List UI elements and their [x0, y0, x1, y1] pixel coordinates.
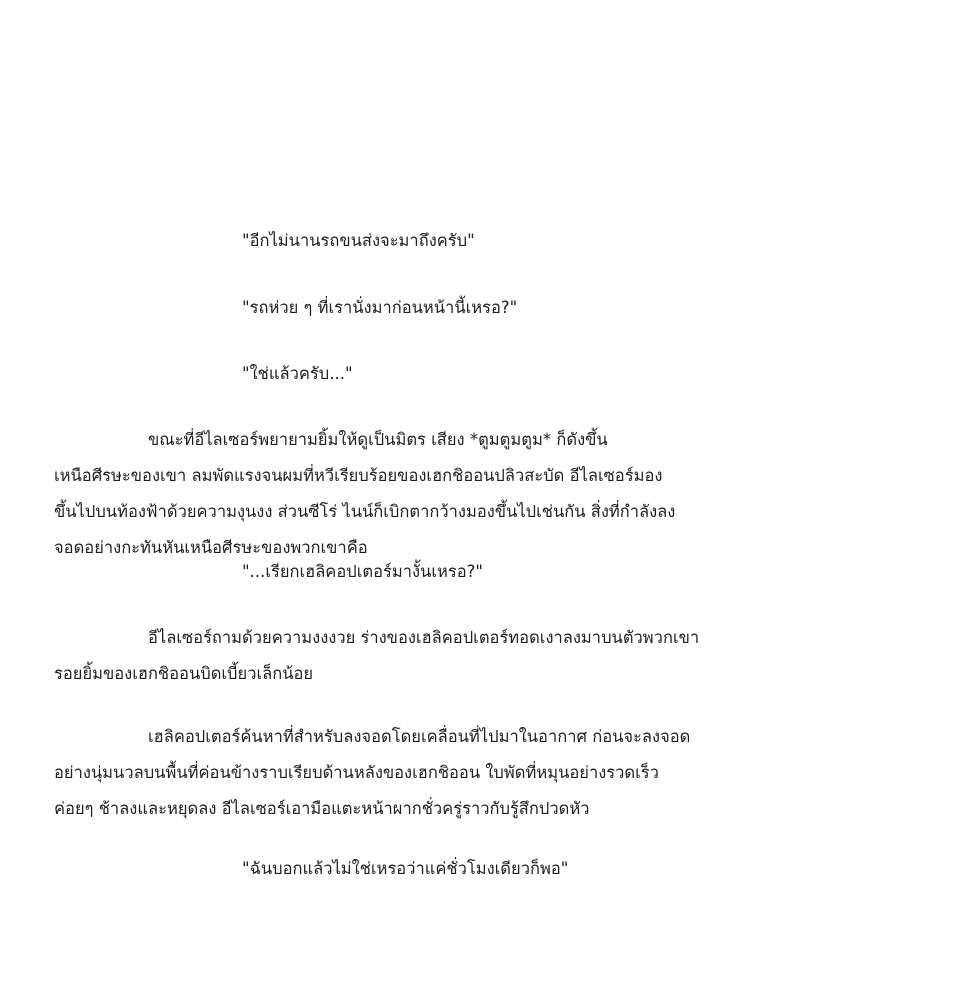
paragraph-line: เหนือศีรษะของเขา ลมพัดแรงจนผมที่หวีเรียบร้อยของเฮกชิออนปลิวสะบัด อีไลเซอร์มอง — [54, 466, 663, 485]
paragraph-line: ขณะที่อีไลเซอร์พยายามยิ้มให้ดูเป็นมิตร เสียง *ตูมตูมตูม* ก็ดังขึ้น — [148, 430, 608, 449]
paragraph-line: "...เรียกเฮลิคอปเตอร์มางั้นเหรอ?" — [242, 562, 483, 581]
paragraph-line: ขึ้นไปบนท้องฟ้าด้วยความงุนงง ส่วนซีโร่ ไนน์ก็เบิกตากว้างมองขึ้นไปเช่นกัน สิ่งที่กำลังลง — [54, 502, 676, 521]
paragraph-6 — [54, 620, 924, 692]
paragraph-2 — [54, 290, 924, 326]
paragraph-7 — [54, 719, 924, 827]
paragraph-line: รอยยิ้มของเฮกชิออนบิดเบี้ยวเล็กน้อย — [54, 664, 314, 683]
paragraph-line: จอดอย่างกะทันหันเหนือศีรษะของพวกเขาคือ — [54, 538, 368, 557]
paragraph-3 — [54, 356, 924, 392]
paragraph-line: "ฉันบอกแล้วไม่ใช่เหรอว่าแค่ชั่วโมงเดียวก็พอ" — [242, 859, 569, 878]
paragraph-line: "ใช่แล้วครับ..." — [242, 364, 353, 383]
paragraph-5 — [54, 554, 924, 590]
paragraph-1 — [54, 223, 924, 259]
paragraph-line: "อีกไม่นานรถขนส่งจะมาถึงครับ" — [242, 231, 475, 250]
paragraph-line: อีไลเซอร์ถามด้วยความงงงวย ร่างของเฮลิคอปเตอร์ทอดเงาลงมาบนตัวพวกเขา — [148, 628, 700, 647]
paragraph-line: อย่างนุ่มนวลบนพื้นที่ค่อนข้างราบเรียบด้านหลังของเฮกชิออน ใบพัดที่หมุนอย่างรวดเร็ว — [54, 763, 659, 782]
paragraph-line: ค่อยๆ ช้าลงและหยุดลง อีไลเซอร์เอามือแตะหน้าผากชั่วครู่ราวกับรู้สึกปวดหัว — [54, 799, 590, 818]
paragraph-4 — [54, 422, 924, 566]
paragraph-8 — [54, 851, 924, 887]
paragraph-line: เฮลิคอปเตอร์ค้นหาที่สำหรับลงจอดโดยเคลื่อนที่ไปมาในอากาศ ก่อนจะลงจอด — [148, 727, 691, 746]
paragraph-line: "รถห่วย ๆ ที่เรานั่งมาก่อนหน้านี้เหรอ?" — [242, 298, 518, 317]
